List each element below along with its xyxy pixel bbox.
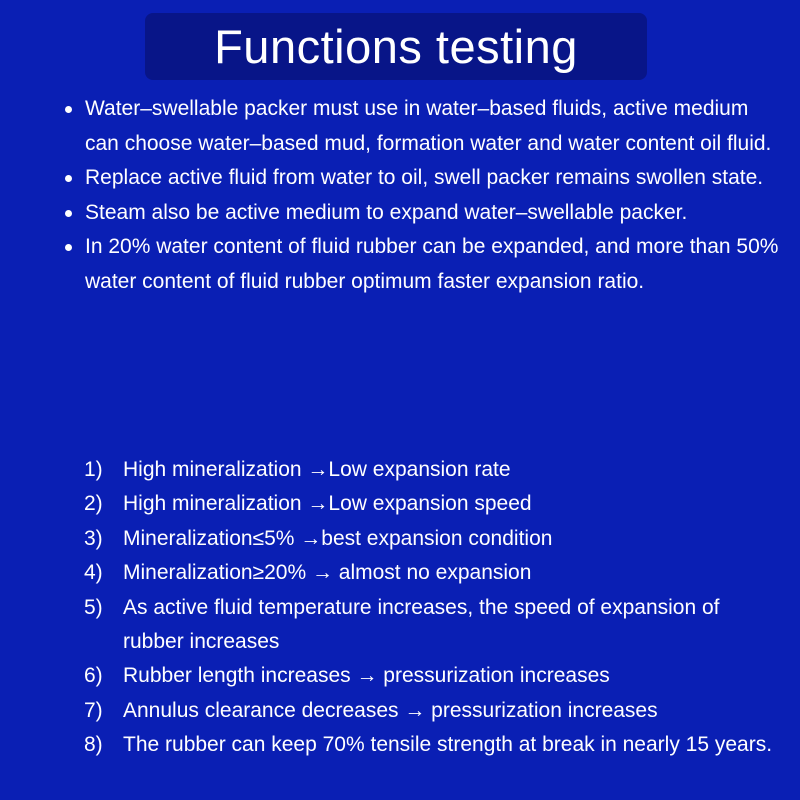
bullet-item: [63, 161, 783, 196]
item-text: High mineralization →Low expansion speed: [123, 492, 532, 516]
item-number: 7): [84, 698, 103, 722]
item-text: The rubber can keep 70% tensile strength at break in nearly 15 years.: [123, 733, 773, 757]
item-text: High mineralization →Low expansion rate: [123, 458, 511, 481]
item-text: Rubber length increases → pressurization increases: [123, 664, 610, 688]
bullet-item: [63, 92, 783, 161]
numbered-item: [84, 487, 784, 521]
item-number: 1): [84, 458, 103, 481]
bullet-item: [63, 230, 783, 299]
bullet-item: [63, 196, 783, 231]
numbered-item: [84, 728, 784, 762]
item-number: 2): [84, 492, 103, 516]
item-number: 3): [84, 526, 103, 550]
bullet-text: Replace active fluid from water to oil, swell packer remains swollen state.: [85, 166, 764, 189]
title-banner: [145, 13, 647, 80]
item-text: Mineralization≤5% →best expansion condition: [123, 526, 553, 550]
numbered-item: [84, 591, 784, 660]
numbered-item: [84, 659, 784, 693]
item-text: Annulus clearance decreases → pressurization increases: [123, 698, 658, 722]
page-title: Functions testing: [214, 20, 578, 73]
item-text: Mineralization≥20% → almost no expansion: [123, 561, 532, 585]
numbered-item: [84, 453, 784, 487]
item-number: 5): [84, 595, 103, 619]
item-number: 4): [84, 561, 103, 585]
bullet-list: [63, 92, 783, 299]
item-text: As active fluid temperature increases, the speed of expansion of rubber increases: [123, 595, 720, 654]
bullet-text: In 20% water content of fluid rubber can be expanded, and more than 50% water content of fluid rubber optimum faster expansion ratio.: [85, 235, 779, 293]
numbered-item: [84, 694, 784, 728]
bullet-icon: [65, 106, 72, 113]
bullet-icon: [65, 244, 72, 251]
numbered-list: [84, 453, 784, 763]
bullet-text: Water–swellable packer must use in water–based fluids, active medium can choose water–based mud, formation water and water content oil fluid.: [85, 97, 772, 155]
item-number: 8): [84, 733, 103, 757]
item-number: 6): [84, 664, 103, 688]
numbered-item: [84, 556, 784, 590]
numbered-item: [84, 522, 784, 556]
bullet-icon: [65, 175, 72, 182]
bullet-icon: [65, 210, 72, 217]
bullet-text: Steam also be active medium to expand water–swellable packer.: [85, 200, 688, 224]
